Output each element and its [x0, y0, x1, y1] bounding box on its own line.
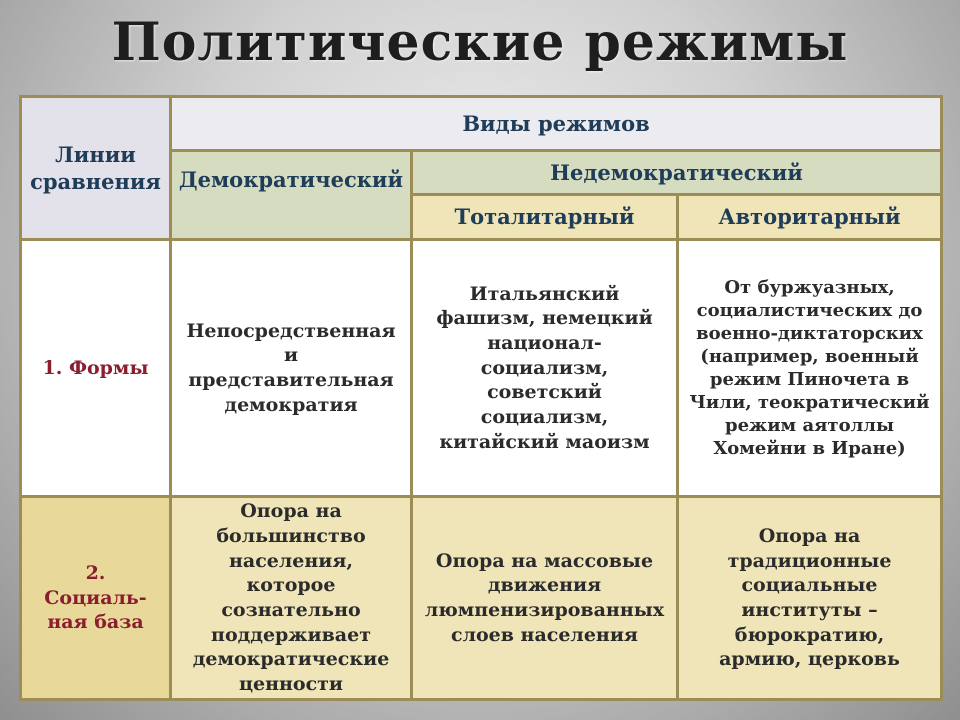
row-social-base-democratic-text: Опора на большинство населения, которое сознательно поддерживает демократические ценности	[192, 500, 390, 696]
header-authoritarian-text: Авторитарный	[718, 204, 901, 230]
row-forms-label	[19, 238, 172, 498]
row-forms-totalitarian	[410, 238, 679, 498]
row-forms-democratic	[169, 238, 413, 498]
header-types	[169, 95, 943, 152]
row-forms-authoritarian	[676, 238, 943, 498]
header-nondemocratic	[410, 149, 943, 196]
row-social-base-authoritarian	[676, 495, 943, 701]
row-forms-label-text: 1. Формы	[42, 356, 149, 379]
row-forms-totalitarian-text: Итальянский фашизм, немецкий национал-социализм, советский социализм, китайский маоизм	[436, 282, 653, 453]
row-forms-democratic-text: Непосредственная и представительная демократия	[186, 319, 396, 416]
header-authoritarian	[676, 193, 943, 241]
header-totalitarian	[410, 193, 679, 241]
header-nondemocratic-text: Недемократический	[550, 159, 803, 185]
header-democratic-text: Демократический	[178, 167, 404, 192]
header-totalitarian-text: Тоталитарный	[454, 204, 635, 230]
row-social-base-totalitarian-text: Опора на массовые движения люмпенизированных слоев населения	[424, 549, 665, 646]
row-social-base-democratic	[169, 495, 413, 701]
row-forms-authoritarian-text: От буржуазных, социалистических до военно-диктаторских (например, военный режим Пиночета в Чили, теократический режим аятоллы Хомейни в Иране)	[689, 276, 930, 460]
page-title: Политические режимы	[111, 12, 849, 73]
row-social-base-authoritarian-text: Опора на традиционные социальные институты – бюрократию, армию, церковь	[719, 524, 900, 671]
row-social-base-label-text: 2. Социаль-ная база	[44, 561, 147, 634]
row-social-base-label	[19, 495, 172, 701]
header-comparison-text: Линии сравнения	[30, 141, 161, 194]
header-comparison	[19, 95, 172, 241]
header-democratic	[169, 149, 413, 241]
header-types-text: Виды режимов	[462, 110, 650, 136]
row-social-base-totalitarian	[410, 495, 679, 701]
